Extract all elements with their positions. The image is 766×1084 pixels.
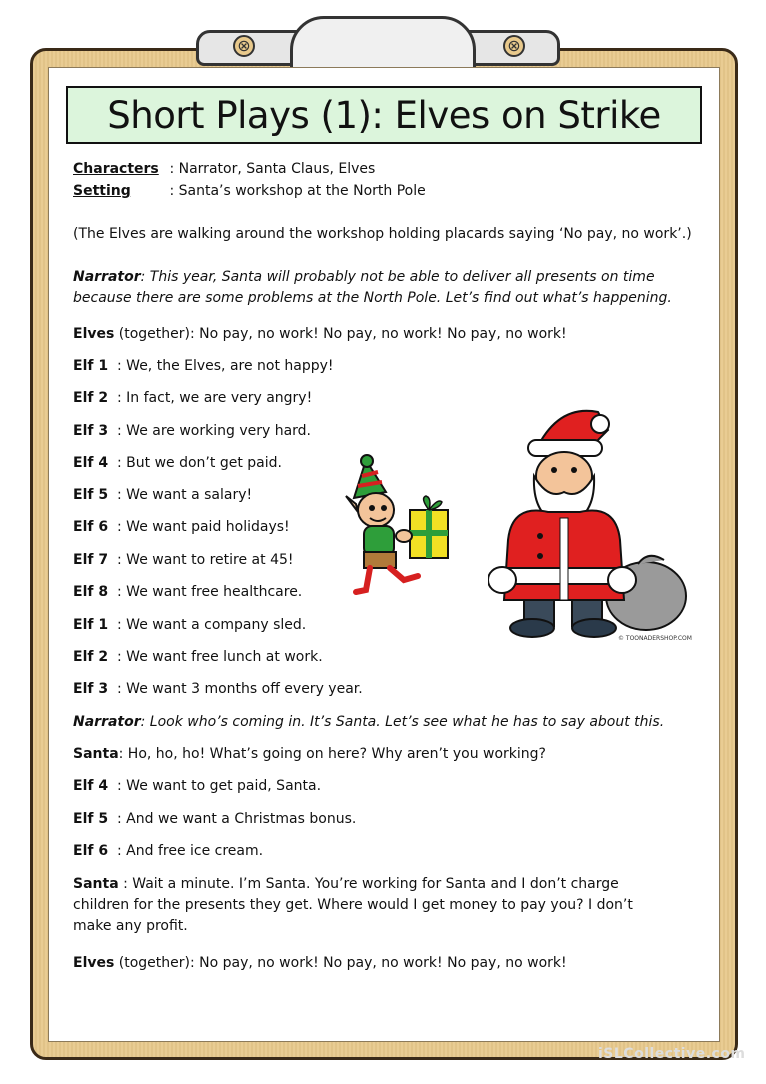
line-text: : And we want a Christmas bonus.: [117, 811, 357, 827]
characters-row: [73, 161, 375, 177]
line-text: (together): No pay, no work! No pay, no work! No pay, no work!: [114, 326, 567, 342]
setting-row: [73, 183, 426, 199]
speaker: Elf 3: [73, 423, 109, 439]
elf-line: [73, 487, 252, 503]
speaker: Santa: [73, 746, 119, 762]
line-text: : We, the Elves, are not happy!: [117, 358, 334, 374]
narrator-line-2: [73, 714, 664, 730]
elf-line: [73, 423, 311, 439]
speaker: Elf 4: [73, 455, 109, 471]
setting-label: Setting: [73, 183, 131, 199]
speaker: Elf 6: [73, 519, 109, 535]
line-text: : We want a salary!: [117, 487, 253, 503]
elf-line: [73, 843, 263, 859]
santa-line-1: [73, 746, 546, 762]
elf-line: [73, 681, 363, 697]
site-watermark: iSLCollective.com: [598, 1046, 746, 1062]
elf-illustration: [342, 452, 454, 602]
elf-line: [73, 649, 323, 665]
screw-icon: ⊗: [233, 35, 255, 57]
elf-line: [73, 778, 321, 794]
elf-line: [73, 358, 334, 374]
speaker: Elf 7: [73, 552, 109, 568]
speaker: Elf 5: [73, 811, 109, 827]
speaker: Elves: [73, 955, 115, 971]
speaker: Elves: [73, 326, 115, 342]
line-text: : Wait a minute. I’m Santa. You’re working for Santa and I don’t charge: [118, 876, 619, 892]
elf-line: [73, 519, 290, 535]
narrator-line-1-cont: because there are some problems at the North Pole. Let’s find out what’s happening.: [73, 290, 672, 306]
elf-line: [73, 617, 306, 633]
line-text: : Ho, ho, ho! What’s going on here? Why aren’t you working?: [118, 746, 546, 762]
line-text: : We want free lunch at work.: [117, 649, 323, 665]
line-text: : We want free healthcare.: [117, 584, 303, 600]
setting-sep: :: [165, 183, 179, 199]
speaker: Elf 1: [73, 617, 109, 633]
line-text: : We want to get paid, Santa.: [117, 778, 322, 794]
characters-value: Narrator, Santa Claus, Elves: [178, 161, 376, 177]
page-title: Short Plays (1): Elves on Strike: [107, 93, 661, 137]
speaker: Narrator: [73, 269, 141, 285]
speaker: Elf 3: [73, 681, 109, 697]
line-text: : We are working very hard.: [117, 423, 312, 439]
line-text: : We want 3 months off every year.: [117, 681, 363, 697]
line-text: : Look who’s coming in. It’s Santa. Let’s see what he has to say about this.: [140, 714, 665, 730]
speaker: Elf 1: [73, 358, 109, 374]
illustration-credit: © TOONADERSHOP.COM: [618, 635, 692, 642]
speaker: Elf 5: [73, 487, 109, 503]
elves-line-2: [73, 955, 567, 971]
elf-line: [73, 390, 312, 406]
title-box: [66, 86, 702, 144]
line-text: : And free ice cream.: [117, 843, 264, 859]
setting-value: Santa’s workshop at the North Pole: [178, 183, 426, 199]
santa-line-2-cont: make any profit.: [73, 918, 188, 934]
santa-illustration: [488, 400, 698, 644]
line-text: : In fact, we are very angry!: [117, 390, 313, 406]
line-text: : We want paid holidays!: [117, 519, 290, 535]
speaker: Elf 6: [73, 843, 109, 859]
speaker: Narrator: [73, 714, 141, 730]
elves-line-1: [73, 326, 567, 342]
characters-label: Characters: [73, 161, 159, 177]
speaker: Elf 2: [73, 390, 109, 406]
elf-line: [73, 811, 356, 827]
line-text: : But we don’t get paid.: [117, 455, 282, 471]
narrator-line-1: [73, 269, 655, 285]
speaker: Elf 2: [73, 649, 109, 665]
santa-line-2: [73, 876, 619, 892]
line-text: : We want to retire at 45!: [117, 552, 294, 568]
line-text: (together): No pay, no work! No pay, no work! No pay, no work!: [114, 955, 567, 971]
characters-sep: :: [165, 161, 179, 177]
elf-line: [73, 552, 294, 568]
line-text: : We want a company sled.: [117, 617, 307, 633]
speaker: Elf 8: [73, 584, 109, 600]
speaker: Santa: [73, 876, 119, 892]
stage-direction: (The Elves are walking around the workshop holding placards saying ‘No pay, no work’.): [73, 226, 692, 242]
elf-line: [73, 455, 282, 471]
santa-line-2-cont: children for the presents they get. Where would I get money to pay you? I don’t: [73, 897, 633, 913]
speaker: Elf 4: [73, 778, 109, 794]
screw-icon: ⊗: [503, 35, 525, 57]
line-text: : This year, Santa will probably not be able to deliver all presents on time: [140, 269, 655, 285]
elf-line: [73, 584, 302, 600]
